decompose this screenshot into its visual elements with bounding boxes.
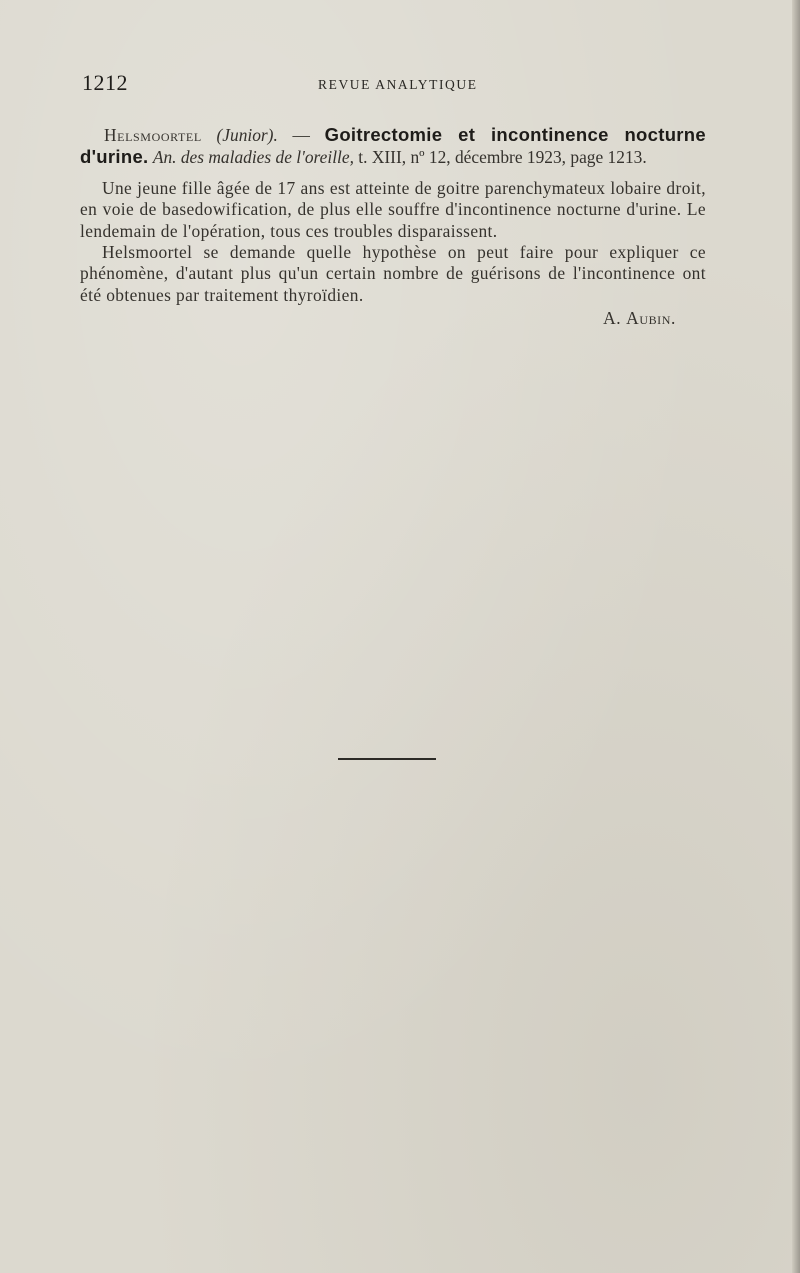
author-qualifier: (Junior). [216,125,278,145]
body-paragraph-1: Une jeune fille âgée de 17 ans est atteinte de goitre parenchymateux lobaire droit, en voie de basedowification, de plus elle souffre d'incontinence nocturne d'urine. Le lendemain de l'opération, tous ces troubles disparaissent. [80,177,706,241]
section-separator-rule [338,758,436,760]
article-title: Goitrectomie et incontinence nocturne d'urine. [80,124,706,168]
signature-name: Aubin. [626,308,676,329]
article-abstract [80,124,706,330]
signature-initial: A. [603,308,622,329]
running-title: REVUE ANALYTIQUE [318,77,478,92]
signature [80,308,676,329]
body-paragraph-2: Helsmoortel se demande quelle hypothèse on peut faire pour expliquer ce phénomène, d'autant plus qu'un certain nombre de guérisons de l'incontinence ont été obtenues par traitement thyroïdien. [80,242,706,305]
page-edge-shadow [792,0,800,1273]
page-number: 1212 [82,70,128,95]
author-name: Helsmoortel [104,125,202,145]
citation-dash: — [292,125,310,145]
citation-reference: t. XIII, nº 12, décembre 1923, page 1213. [358,147,647,168]
journal-name: An. des maladies de l'oreille, [152,147,354,168]
citation [80,124,706,169]
